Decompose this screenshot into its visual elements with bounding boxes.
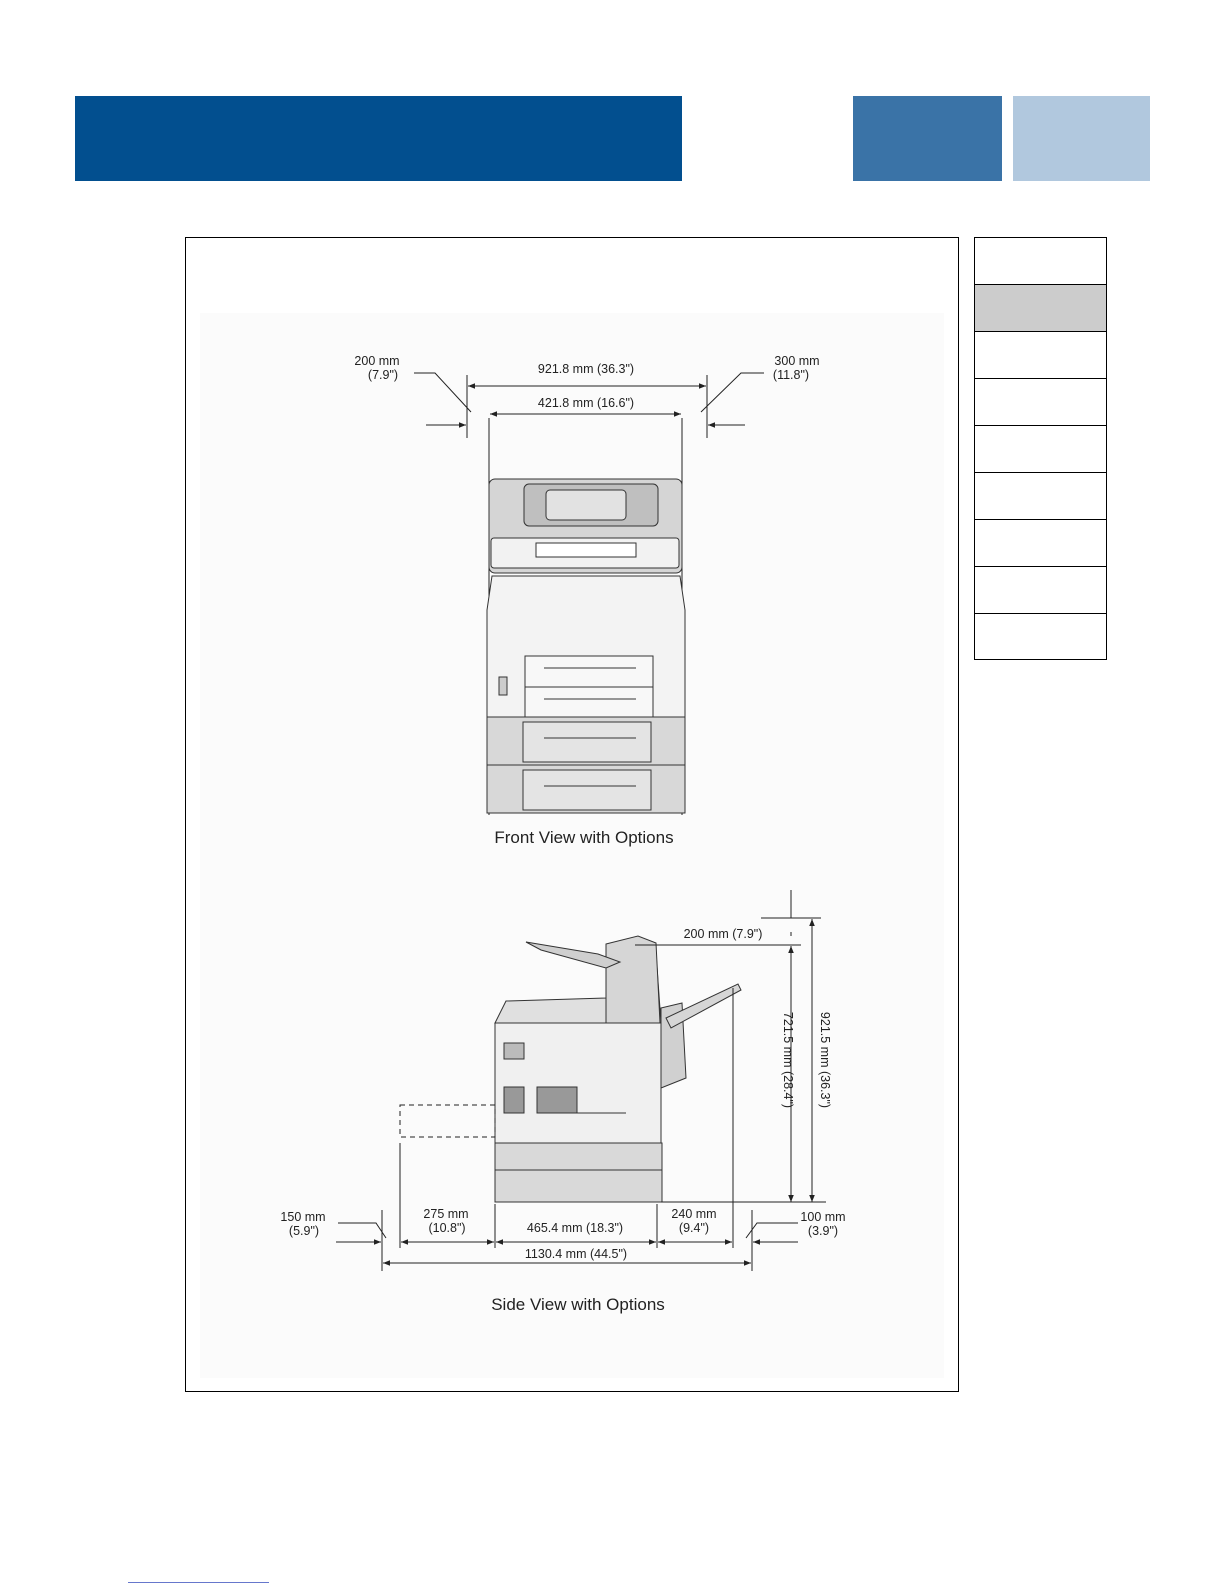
side-nav-tab-7[interactable] — [974, 519, 1107, 566]
front-printer-width: 421.8 mm (16.6") — [537, 396, 635, 410]
front-view-caption: Front View with Options — [494, 828, 674, 847]
side-printer-height: 721.5 mm (28.4") — [781, 1011, 795, 1109]
side-front-clearance-in: (3.9") — [807, 1224, 839, 1238]
side-front-extension-in: (9.4") — [678, 1221, 710, 1235]
side-printer-depth: 465.4 mm (18.3") — [526, 1221, 624, 1235]
side-tray-extension-mm: 275 mm — [423, 1207, 469, 1221]
side-view-caption: Side View with Options — [491, 1295, 665, 1314]
front-total-width: 921.8 mm (36.3") — [537, 362, 635, 376]
front-left-clearance-mm: 200 mm — [354, 354, 400, 368]
front-right-clearance-in: (11.8") — [772, 368, 810, 382]
side-nav-tab-8[interactable] — [974, 566, 1107, 613]
side-nav-tab-6[interactable] — [974, 472, 1107, 519]
side-total-height: 921.5 mm (36.3") — [818, 1011, 832, 1109]
front-right-clearance-mm: 300 mm — [774, 354, 820, 368]
side-top-clearance: 200 mm (7.9") — [683, 927, 763, 941]
side-tray-extension-in: (10.8") — [428, 1221, 466, 1235]
side-front-clearance-mm: 100 mm — [800, 1210, 846, 1224]
header-band-mid — [853, 96, 1002, 181]
side-nav-tab-9[interactable] — [974, 613, 1107, 660]
side-nav-tab-2[interactable] — [974, 284, 1107, 331]
side-nav-tab-4[interactable] — [974, 378, 1107, 425]
front-left-clearance-in: (7.9") — [367, 368, 399, 382]
side-rear-clearance-mm: 150 mm — [280, 1210, 326, 1224]
footer-link-underline[interactable] — [128, 1582, 269, 1583]
dimensions-figure — [185, 237, 959, 1392]
side-nav-tab-1[interactable] — [974, 237, 1107, 284]
side-nav-tab-3[interactable] — [974, 331, 1107, 378]
side-rear-clearance-in: (5.9") — [288, 1224, 320, 1238]
side-nav-tab-5[interactable] — [974, 425, 1107, 472]
header-band-light — [1013, 96, 1150, 181]
dimensions-drawing — [186, 238, 960, 1393]
side-front-extension-mm: 240 mm — [671, 1207, 717, 1221]
header-band-dark — [75, 96, 682, 181]
side-nav — [974, 237, 1107, 660]
side-total-depth: 1130.4 mm (44.5") — [524, 1247, 628, 1261]
